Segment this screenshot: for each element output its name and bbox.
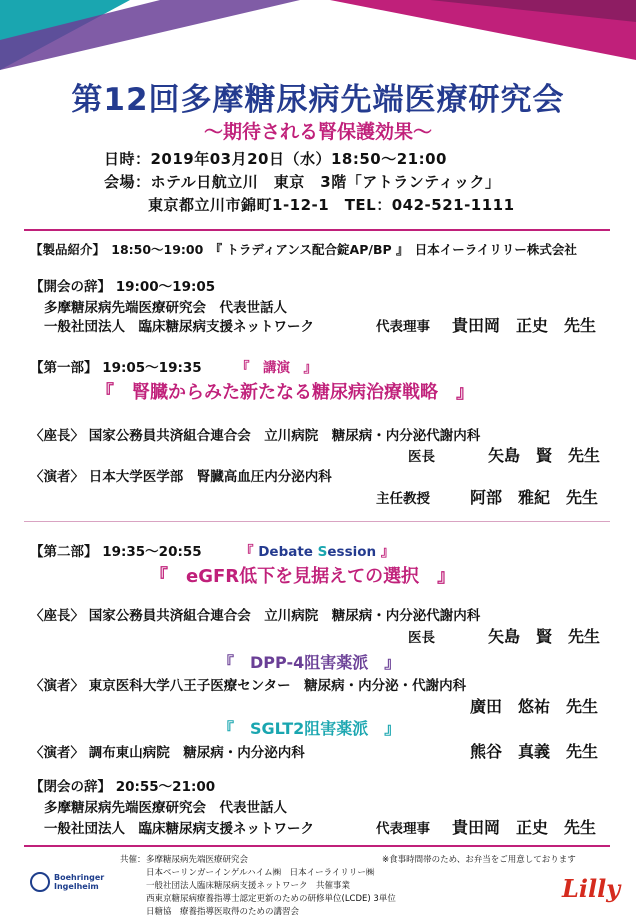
part2-speaker1-name: 廣田 悠祐 先生 bbox=[470, 697, 599, 716]
part1-tag: 『 講演 』 bbox=[236, 360, 317, 376]
footer-credit1: 西東京糖尿病療養指導士認定更新のための研修単位(LCDE) 3単位 bbox=[146, 894, 396, 904]
opening-role: 代表理事 bbox=[376, 319, 430, 335]
closing-name: 貴田岡 正史 先生 bbox=[452, 818, 597, 837]
part1-chair-line: 〈座長〉 国家公務員共済組合連合会 立川病院 糖尿病・内分泌代謝内科 bbox=[30, 428, 481, 444]
part2-header: 【第二部】 19:35〜20:55 bbox=[30, 544, 202, 560]
part1-speaker-name: 阿部 雅紀 先生 bbox=[470, 488, 599, 507]
opening-header: 【開会の辞】 19:00〜19:05 bbox=[30, 279, 216, 295]
event-subtitle: 〜期待される腎保護効果〜 bbox=[203, 121, 432, 143]
bi-logo-line1: Boehringer bbox=[54, 873, 105, 882]
part1-chair-name: 矢島 賢 先生 bbox=[488, 446, 601, 465]
part2-chair-role: 医長 bbox=[408, 630, 435, 646]
footer-meal-note: ※食事時間帯のため、お弁当をご用意しております bbox=[382, 855, 576, 865]
part1-chair-role: 医長 bbox=[408, 449, 435, 465]
closing-line1: 多摩糖尿病先端医療研究会 代表世話人 bbox=[44, 800, 287, 816]
part1-speaker-role: 主任教授 bbox=[376, 491, 430, 507]
opening-name: 貴田岡 正史 先生 bbox=[452, 316, 597, 335]
footer-sponsor1: 多摩糖尿病先端医療研究会 bbox=[146, 855, 249, 865]
closing-line2: 一般社団法人 臨床糖尿病支援ネットワーク bbox=[44, 821, 314, 837]
part1-header: 【第一部】 19:05〜19:35 bbox=[30, 360, 202, 376]
part2-speaker2-line: 〈演者〉 調布東山病院 糖尿病・内分泌内科 bbox=[30, 745, 305, 761]
closing-header: 【閉会の辞】 20:55〜21:00 bbox=[30, 779, 216, 795]
part2-debate-title: 『 eGFR低下を見据えての選択 』 bbox=[150, 566, 456, 587]
opening-line2: 一般社団法人 臨床糖尿病支援ネットワーク bbox=[44, 319, 314, 335]
divider-bottom bbox=[24, 845, 610, 847]
part2-speaker2-name: 熊谷 真義 先生 bbox=[470, 742, 599, 761]
lilly-logo: Lilly bbox=[562, 874, 621, 903]
part2-speaker1-line: 〈演者〉 東京医科大学八王子医療センター 糖尿病・内分泌・代謝内科 bbox=[30, 678, 467, 694]
footer-sponsor-label: 共催： bbox=[120, 855, 146, 865]
part2-chair-name: 矢島 賢 先生 bbox=[488, 627, 601, 646]
top-banner-decoration bbox=[0, 0, 636, 70]
part2-sglt2-label: 『 SGLT2阻害薬派 』 bbox=[218, 719, 401, 738]
opening-line1: 多摩糖尿病先端医療研究会 代表世話人 bbox=[44, 300, 287, 316]
footer-sponsor2: 日本ベーリンガーインゲルハイム㈱ 日本イーライリリー㈱ bbox=[146, 868, 375, 878]
product-intro: 【製品紹介】 18:50〜19:00 『 トラディアンス配合錠AP/BP 』 日本イーライリリー株式会社 bbox=[30, 242, 577, 257]
part2-tag: 『 Debate Session 』 bbox=[240, 544, 395, 560]
part1-speaker-line: 〈演者〉 日本大学医学部 腎臓高血圧内分泌内科 bbox=[30, 469, 332, 485]
boehringer-ingelheim-logo bbox=[30, 872, 104, 892]
footer-sponsor3: 一般社団法人臨床糖尿病支援ネットワーク 共催事業 bbox=[146, 881, 351, 891]
part2-dpp4-label: 『 DPP-4阻害薬派 』 bbox=[218, 653, 401, 672]
divider-mid bbox=[24, 521, 610, 522]
event-date: 日時：2019年03月20日（水）18:50〜21:00 bbox=[104, 150, 447, 168]
closing-role: 代表理事 bbox=[376, 821, 430, 837]
boehringer-ingelheim-mark-icon bbox=[30, 872, 50, 892]
event-venue: 会場：ホテル日航立川 東京 3階「アトランティック」 bbox=[104, 173, 501, 191]
part1-lecture-title: 『 腎臓からみた新たなる糖尿病治療戦略 』 bbox=[96, 382, 474, 403]
part2-chair-line: 〈座長〉 国家公務員共済組合連合会 立川病院 糖尿病・内分泌代謝内科 bbox=[30, 608, 481, 624]
event-title: 第12回多摩糖尿病先端医療研究会 bbox=[71, 82, 565, 118]
divider-top bbox=[24, 229, 610, 231]
footer-credit2: 日糖協 療養指導医取得のための講習会 bbox=[146, 907, 300, 917]
event-address: 東京都立川市錦町1-12-1 TEL：042-521-1111 bbox=[148, 196, 515, 214]
bi-logo-line2: Ingelheim bbox=[54, 882, 99, 891]
